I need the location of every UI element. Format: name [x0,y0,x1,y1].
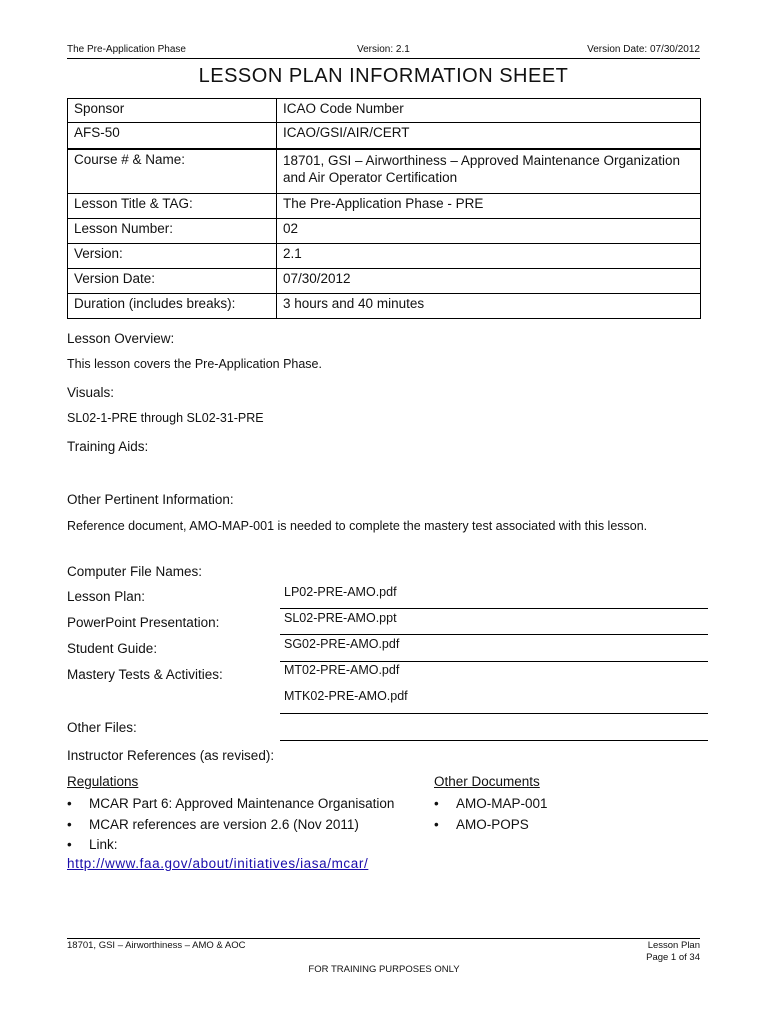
lesson-plan-label: Lesson Plan: [67,589,146,604]
bullet-icon: • [434,796,439,811]
table-cell-value: 02 [277,219,701,244]
table-row [68,244,701,269]
table-row [68,269,701,294]
list-item-text: AMO-MAP-001 [456,796,548,811]
list-item [434,817,529,832]
field-underline [280,713,708,714]
field-underline [280,740,708,741]
table-cell-key: Version: [68,244,277,269]
footer-page-number: Page 1 of 34 [646,952,700,963]
list-item-text: AMO-POPS [456,817,529,832]
table-cell-key: Version Date: [68,269,277,294]
table-row [68,194,701,219]
table-cell-value: ICAO/GSI/AIR/CERT [277,123,701,149]
bullet-icon: • [434,817,439,832]
ppt-label: PowerPoint Presentation: [67,615,220,630]
overview-heading: Lesson Overview: [67,331,175,346]
table-cell-key: Sponsor [68,99,277,123]
footer-course: 18701, GSI – Airworthiness – AMO & AOC [67,940,246,951]
other-info-text: Reference document, AMO-MAP-001 is needed to complete the mastery test associated with this lesson. [67,519,648,533]
table-row [68,219,701,244]
mastery-label: Mastery Tests & Activities: [67,667,223,682]
table-cell-value: ICAO Code Number [277,99,701,123]
mcar-link[interactable]: http://www.faa.gov/about/initiatives/iasa/mcar/ [67,856,369,871]
field-underline [280,634,708,635]
table-cell-value: The Pre-Application Phase - PRE [277,194,701,219]
bullet-icon: • [67,817,72,832]
other-documents-heading: Other Documents [434,774,540,789]
visuals-heading: Visuals: [67,385,115,400]
lesson-plan-file: LP02-PRE-AMO.pdf [284,585,397,599]
list-item [67,837,118,852]
table-cell-value: 2.1 [277,244,701,269]
list-item-text: MCAR references are version 2.6 (Nov 2011) [89,817,359,832]
list-item [67,817,359,832]
table-row [68,123,701,149]
header-divider [67,58,700,59]
list-item-text: MCAR Part 6: Approved Maintenance Organisation [89,796,395,811]
table-cell-key: Course # & Name: [68,149,277,194]
table-cell-value: 18701, GSI – Airworthiness – Approved Maintenance Organization and Air Operator Certification [277,149,701,194]
footer-doc-type: Lesson Plan [647,940,700,951]
mastery-key-file: MTK02-PRE-AMO.pdf [284,689,408,703]
student-guide-file: SG02-PRE-AMO.pdf [284,637,400,651]
bullet-icon: • [67,837,72,852]
table-row [68,99,701,123]
table-cell-value: 3 hours and 40 minutes [277,294,701,319]
list-item [434,796,548,811]
visuals-text: SL02-1-PRE through SL02-31-PRE [67,411,264,425]
mastery-test-file: MT02-PRE-AMO.pdf [284,663,400,677]
table-row [68,294,701,319]
regulations-heading: Regulations [67,774,139,789]
training-aids-heading: Training Aids: [67,439,149,454]
overview-text: This lesson covers the Pre-Application Phase. [67,357,322,371]
file-names-heading: Computer File Names: [67,564,203,579]
header-version: Version: 2.1 [357,44,410,55]
footer-notice: FOR TRAINING PURPOSES ONLY [308,964,460,975]
bullet-icon: • [67,796,72,811]
page-title: LESSON PLAN INFORMATION SHEET [198,65,569,87]
other-info-heading: Other Pertinent Information: [67,492,234,507]
list-item-text: Link: [89,837,118,852]
student-guide-label: Student Guide: [67,641,158,656]
list-item [67,796,394,811]
field-underline [280,661,708,662]
other-files-label: Other Files: [67,720,137,735]
field-underline [280,608,708,609]
table-cell-key: Lesson Number: [68,219,277,244]
references-heading: Instructor References (as revised): [67,748,275,763]
ppt-file: SL02-PRE-AMO.ppt [284,611,397,625]
table-cell-value: 07/30/2012 [277,269,701,294]
table-row [68,149,701,194]
header-version-date: Version Date: 07/30/2012 [587,44,700,55]
footer-divider [67,938,700,939]
table-cell-key: Duration (includes breaks): [68,294,277,319]
table-cell-key: AFS-50 [68,123,277,149]
table-cell-key: Lesson Title & TAG: [68,194,277,219]
lesson-info-table [67,98,701,319]
header-section-title: The Pre-Application Phase [67,44,186,55]
